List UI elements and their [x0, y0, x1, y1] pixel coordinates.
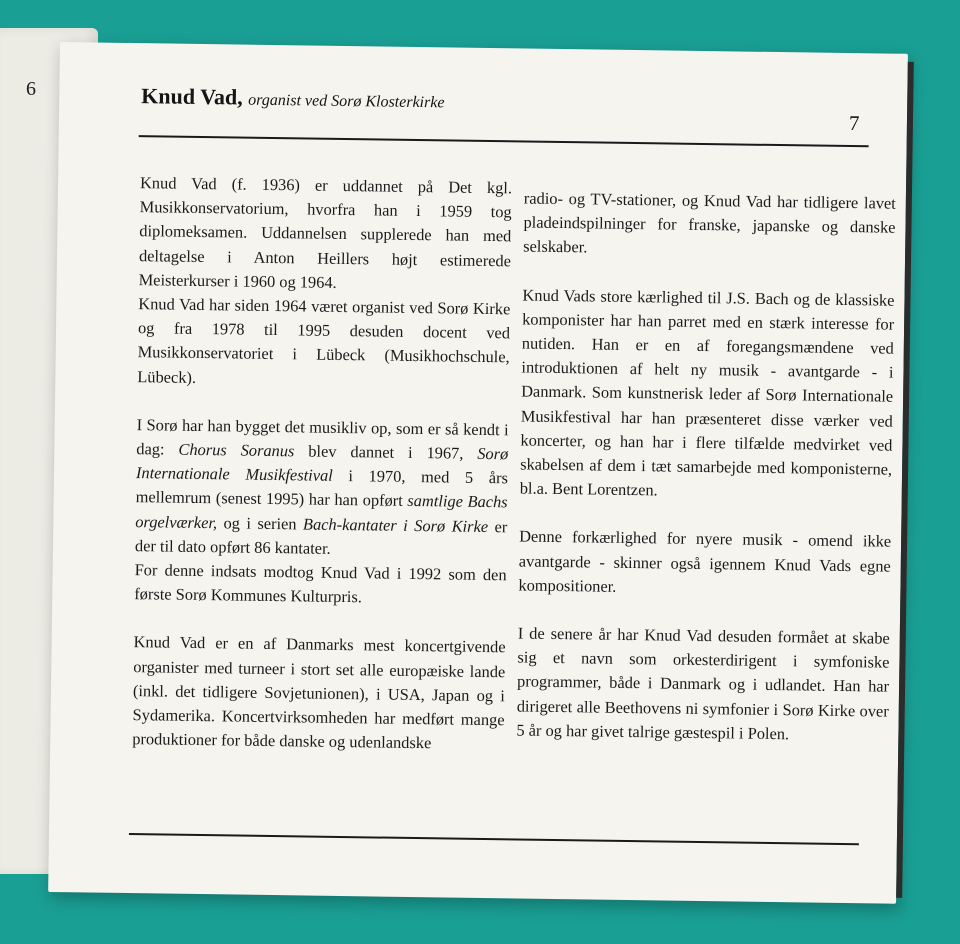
paragraph: Knud Vad (f. 1936) er uddannet på Det kgl. Musikkonservatorium, hvorfra han i 1959 tog diplomeksamen. Uddannelsen supplerede han med deltagelse i Anton Heillers højt estimerede Meisterkurser i 1960 og 1964. [138, 173, 513, 292]
text-span: blev dannet i 1967, [294, 441, 478, 463]
paragraph: For denne indsats modtog Knud Vad i 1992 som den første Sorø Kommunes Kulturpris. [134, 560, 507, 607]
text-span: I Sorø har han bygget det musikliv op, som er så kendt i dag: [136, 414, 509, 459]
text-span: i 1970, med 5 års mellemrum (senest 1995) har han opført [135, 466, 509, 511]
paragraph: Knud Vads store kærlighed til J.S. Bach og de klassiske komponister har han parret med en stærk interesse for nutiden. Han er en af foregangsmændene ved introduktionen af helt ny musik - avantgarde - i Danmark. Som kunstnerisk leder af Sorø Internationale Musikfestival har han præsenteret disse værker ved koncerter, og han har i flere tilfælde medvirket ved skabelsen af dem i tæt samarbejde med komponisterne, bl.a. Bent Lorentzen. [519, 285, 895, 500]
column-right [516, 186, 896, 771]
title-subtitle: organist ved Sorø Klosterkirke [248, 91, 445, 112]
column-left [132, 171, 512, 781]
italic-title: samtlige Bachs orgelværker, [135, 491, 508, 532]
title-name: Knud Vad, [141, 83, 243, 110]
page-title [141, 83, 445, 113]
italic-title: Sorø Internationale Musikfestival [135, 443, 509, 486]
paragraph: radio- og TV-stationer, og Knud Vad har tidligere lavet pladeindspilninger for franske, japanske og danske selskaber. [523, 188, 896, 257]
paragraph: Knud Vad er en af Danmarks mest koncertgivende organister med turneer i stort set alle europæiske lande (inkl. det tidligere Sovjetunionen), i USA, Japan og i Sydamerika. Koncertvirksomheden har medført mange produktioner for både danske og udenlandske [132, 632, 506, 753]
italic-title: Bach-kantater i Sorø Kirke [302, 514, 489, 536]
paragraph: Knud Vad har siden 1964 været organist ved Sorø Kirke og fra 1978 til 1995 desuden docent ved Musikkonservatoriet i Lübeck (Musikhochschule, Lübeck). [137, 294, 511, 387]
page-edge-shadow [896, 62, 914, 898]
page-number: 7 [848, 111, 860, 136]
paragraph [135, 413, 509, 563]
text-span: og i serien [216, 512, 304, 534]
bottom-rule [129, 833, 859, 845]
top-rule [139, 135, 869, 147]
paragraph: I de senere år har Knud Vad desuden formået at skabe sig et navn som orkesterdirigent i symfoniske programmer, både i Danmark og i udlandet. Han har dirigeret alle Beethovens ni symfonier i Sorø Kirke over 5 år og har givet talrige gæstespil i Polen. [516, 623, 890, 744]
booklet-page [48, 42, 908, 904]
italic-title: Chorus Soranus [178, 439, 295, 461]
paragraph: Denne forkærlighed for nyere musik - omend ikke avantgarde - skinner også igennem Knud Vads egne kompositioner. [518, 526, 892, 596]
page-number-left: 6 [26, 78, 36, 100]
text-span: er der til dato opført 86 kantater. [134, 516, 508, 558]
